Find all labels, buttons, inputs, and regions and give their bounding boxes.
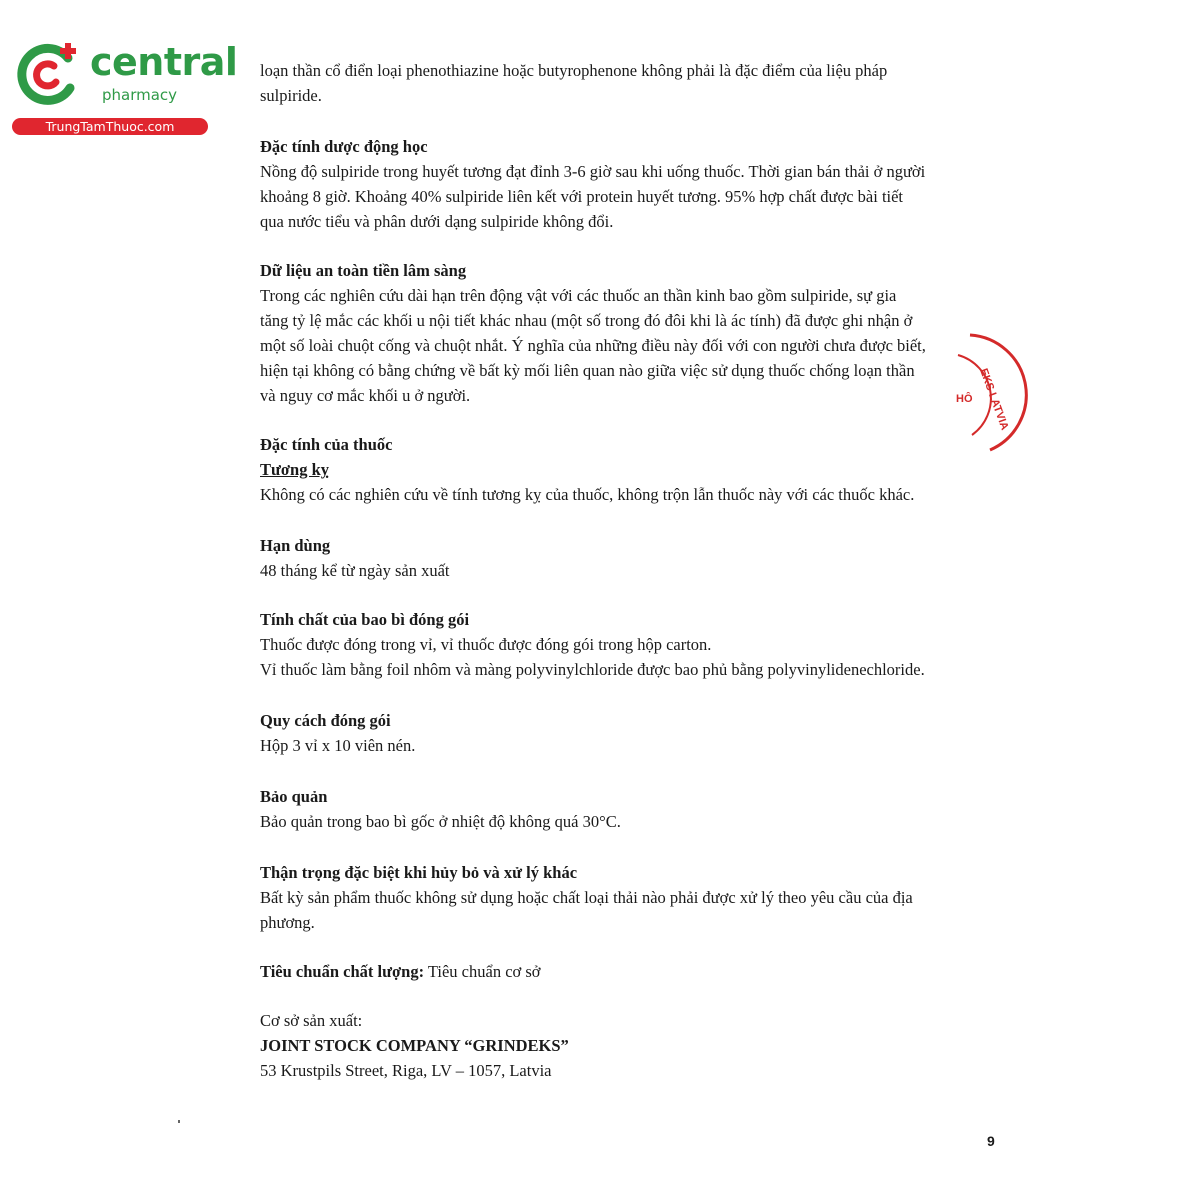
subheading-incompatibility: Tương kỵ bbox=[260, 460, 330, 479]
brand-subtitle: pharmacy bbox=[102, 86, 178, 104]
section-heading-packaging: Tính chất của bao bì đóng gói bbox=[260, 610, 470, 629]
company-stamp bbox=[950, 330, 1030, 460]
paragraph-line: qua nước tiểu và phân dưới dạng sulpiride không đổi. bbox=[260, 212, 614, 231]
paragraph-line: Hộp 3 vỉ x 10 viên nén. bbox=[260, 736, 416, 755]
paragraph-line: 48 tháng kể từ ngày sản xuất bbox=[260, 561, 450, 580]
section-heading-drug-properties: Đặc tính của thuốc bbox=[260, 435, 393, 454]
scan-speck bbox=[178, 1120, 180, 1123]
section-heading-disposal: Thận trọng đặc biệt khi hủy bỏ và xử lý khác bbox=[260, 863, 578, 882]
quality-standard bbox=[260, 959, 998, 984]
paragraph-line: Nồng độ sulpiride trong huyết tương đạt đỉnh 3-6 giờ sau khi uống thuốc. Thời gian bán thải ở người bbox=[260, 162, 926, 181]
quality-standard-label: Tiêu chuẩn chất lượng: bbox=[260, 962, 425, 981]
paragraph-line: Bất kỳ sản phẩm thuốc không sử dụng hoặc chất loại thải nào phải được xử lý theo yêu cầu của địa bbox=[260, 888, 913, 907]
paragraph-line: tăng tỷ lệ mắc các khối u nội tiết khác nhau (một số trong đó đôi khi là ác tính) đã được ghi nhận ở bbox=[260, 311, 913, 330]
brand-url-badge: TrungTamThuoc.com bbox=[12, 118, 208, 135]
brand-name: central bbox=[90, 40, 238, 84]
paragraph-line: Vỉ thuốc làm bằng foil nhôm và màng polyvinylchloride được bao phủ bằng polyvinylidenechloride. bbox=[260, 660, 925, 679]
paragraph-line: khoảng 8 giờ. Khoảng 40% sulpiride liên kết với protein huyết tương. 95% hợp chất được bài tiết bbox=[260, 187, 904, 206]
section-heading-preclinical-safety: Dữ liệu an toàn tiền lâm sàng bbox=[260, 261, 467, 280]
manufacturer-name: JOINT STOCK COMPANY “GRINDEKS” bbox=[260, 1036, 569, 1055]
intro-line: sulpiride. bbox=[260, 86, 322, 105]
central-pharmacy-logo-icon bbox=[10, 40, 90, 110]
paragraph-line: và nguy cơ mắc khối u ở người. bbox=[260, 386, 471, 405]
stamp-text: EKS LATVIA bbox=[977, 366, 1011, 432]
section-heading-shelf-life: Hạn dùng bbox=[260, 536, 331, 555]
quality-standard-value: Tiêu chuẩn cơ sở bbox=[424, 962, 541, 981]
section-heading-pharmacokinetics: Đặc tính dược động học bbox=[260, 137, 428, 156]
stamp-text: HÔ bbox=[956, 393, 973, 405]
manufacturer-address: 53 Krustpils Street, Riga, LV – 1057, Latvia bbox=[260, 1061, 552, 1080]
paragraph-line: Thuốc được đóng trong vỉ, vỉ thuốc được đóng gói trong hộp carton. bbox=[260, 635, 712, 654]
section-heading-pack-spec: Quy cách đóng gói bbox=[260, 711, 391, 730]
paragraph-line: một số loài chuột cống và chuột nhắt. Ý nghĩa của những điều này đối với con người chưa được biết, bbox=[260, 336, 926, 355]
intro-line: loạn thần cổ điển loại phenothiazine hoặc butyrophenone không phải là đặc điểm của liệu pháp bbox=[260, 61, 888, 80]
page-number: 9 bbox=[987, 1133, 995, 1149]
paragraph-line: Bảo quản trong bao bì gốc ở nhiệt độ không quá 30°C. bbox=[260, 812, 621, 831]
paragraph-line: Không có các nghiên cứu về tính tương kỵ của thuốc, không trộn lẫn thuốc này với các thuốc khác. bbox=[260, 485, 915, 504]
document-body bbox=[260, 58, 998, 1083]
manufacturer-label: Cơ sở sản xuất: bbox=[260, 1011, 363, 1030]
paragraph-line: Trong các nghiên cứu dài hạn trên động vật với các thuốc an thần kinh bao gồm sulpiride, sự gia bbox=[260, 286, 897, 305]
paragraph-line: phương. bbox=[260, 913, 315, 932]
section-heading-storage: Bảo quản bbox=[260, 787, 328, 806]
brand-logo bbox=[10, 40, 238, 140]
paragraph-line: hiện tại không có bằng chứng về bất kỳ mối liên quan nào giữa việc sử dụng thuốc chống loạn thần bbox=[260, 361, 915, 380]
